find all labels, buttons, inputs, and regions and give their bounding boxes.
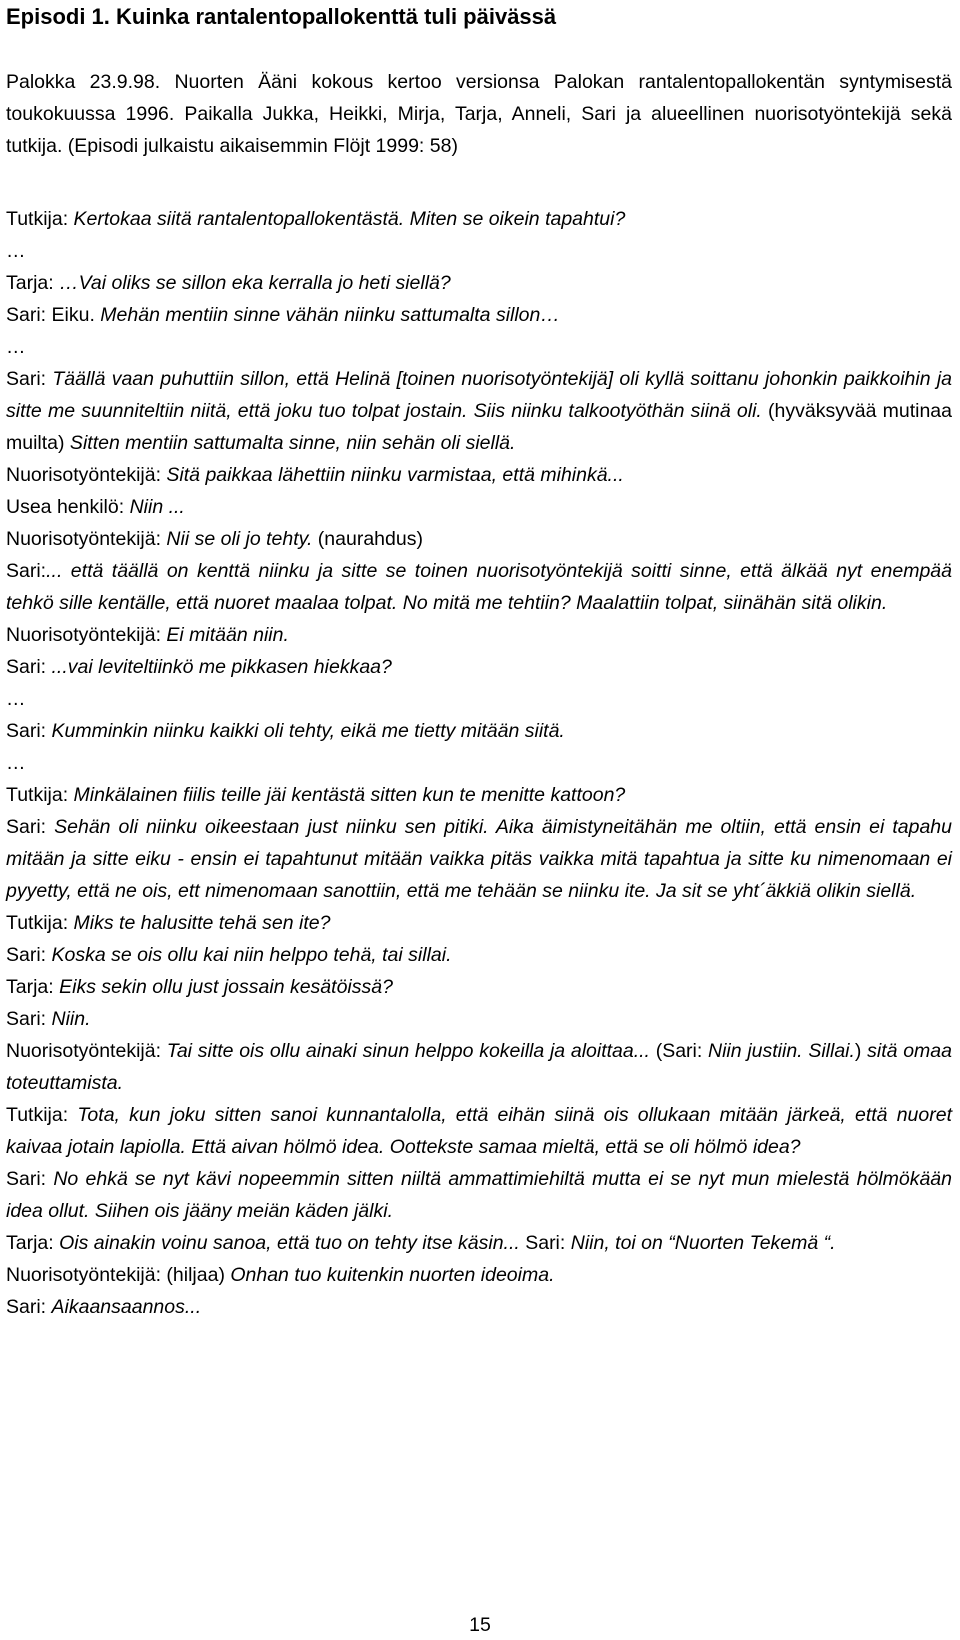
spoken-text: Minkälainen fiilis teille jäi kentästä sitten kun te menitte kattoon?	[73, 784, 626, 806]
dialogue-line	[6, 747, 952, 779]
stage-note: Sari:	[519, 1232, 571, 1254]
stage-note: )	[854, 1040, 862, 1062]
speaker-label: Sari:	[6, 368, 53, 390]
spoken-text: Kumminkin niinku kaikki oli tehty, eikä me tietty mitään siitä.	[51, 720, 565, 742]
spoken-text: Koska se ois ollu kai niin helppo tehä, tai sillai.	[51, 944, 452, 966]
dialogue-line	[6, 1035, 952, 1099]
spoken-text: ... että täällä on kenttä niinku ja sitte se toinen nuorisotyöntekijä soitti sinne, että älkää nyt enempää tehkö sille kentälle, että nuoret maalaa tolpat. No mitä me tehtiin? Maalattiin tolpat, siinähän sitä olikin.	[6, 560, 952, 614]
speaker-label: Nuorisotyöntekijä:	[6, 1040, 167, 1062]
speaker-label: Sari:	[6, 304, 52, 326]
dialogue-line	[6, 715, 952, 747]
dialogue-line	[6, 811, 952, 907]
dialogue-line	[6, 1259, 952, 1291]
speaker-label: Tarja:	[6, 976, 60, 998]
dialogue-line	[6, 331, 952, 363]
speaker-label: Tutkija:	[6, 912, 74, 934]
speaker-label: Sari:	[6, 944, 52, 966]
dialogue-line	[6, 1099, 952, 1163]
dialogue-line	[6, 523, 952, 555]
dialogue-line	[6, 1291, 952, 1323]
spoken-text: Sitä paikkaa lähettiin niinku varmistaa, että mihinkä...	[166, 464, 624, 486]
spoken-text: ...vai leviteltiinkö me pikkasen hiekkaa?	[51, 656, 392, 678]
spoken-text: Niin, toi on “Nuorten Tekemä “.	[570, 1232, 836, 1254]
speaker-label: Tutkija:	[6, 1104, 78, 1126]
speaker-label: Tutkija:	[6, 784, 74, 806]
stage-note: (hiljaa)	[166, 1264, 231, 1286]
spoken-text: Aikaansaannos...	[51, 1296, 202, 1318]
speaker-label: Usea henkilö:	[6, 496, 130, 518]
speaker-label: Tarja:	[6, 272, 60, 294]
speaker-label: …	[6, 688, 26, 710]
stage-note: (naurahdus)	[312, 528, 423, 550]
dialogue-line	[6, 555, 952, 619]
dialogue-line	[6, 267, 952, 299]
dialogue-line	[6, 779, 952, 811]
speaker-label: Nuorisotyöntekijä:	[6, 624, 167, 646]
spoken-text: Sitten mentiin sattumalta sinne, niin sehän oli siellä.	[64, 432, 516, 454]
spoken-text: Onhan tuo kuitenkin nuorten ideoima.	[230, 1264, 555, 1286]
dialogue-line	[6, 363, 952, 459]
spoken-text: Tota, kun joku sitten sanoi kunnantalolla, että eihän siinä ois ollukaan mitään järkeä, että nuoret kaivaa jotain lapiolla. Että aivan hölmö idea. Oottekste samaa mieltä, että se oli hölmö idea?	[6, 1104, 953, 1158]
spoken-text: Niin ...	[129, 496, 185, 518]
spoken-text: Täällä vaan puhuttiin sillon, että Helinä [toinen nuorisotyöntekijä] oli kyllä soittanu johonkin paikkoihin ja sitte me suunniteltiin niitä, että joku tuo tolpat jostain. Siis niinku talkootyöthän siinä oli.	[6, 368, 952, 422]
speaker-label: Nuorisotyöntekijä:	[6, 464, 167, 486]
spoken-text: …Vai oliks se sillon eka kerralla jo heti siellä?	[59, 272, 451, 294]
spoken-text: Nii se oli jo tehty.	[166, 528, 313, 550]
dialogue-line	[6, 619, 952, 651]
spoken-text: No ehkä se nyt kävi nopeemmin sitten niiltä ammattimiehiltä mutta ei se nyt mun mielestä hölmökään idea ollut. Siihen ois jääny meiän käden jälki.	[6, 1168, 953, 1222]
speaker-label: Tarja:	[6, 1232, 60, 1254]
dialogue-line	[6, 1003, 952, 1035]
spoken-text: sitä omaa toteuttamista.	[6, 1040, 952, 1094]
spoken-text: Ei mitään niin.	[166, 624, 289, 646]
dialogue-line	[6, 203, 952, 235]
stage-note: Eiku.	[51, 304, 95, 326]
stage-note: (Sari:	[649, 1040, 709, 1062]
spoken-text: Tai sitte ois ollu ainaki sinun helppo kokeilla ja aloittaa...	[166, 1040, 650, 1062]
dialogue-transcript	[6, 203, 952, 1323]
speaker-label: Tutkija:	[6, 208, 74, 230]
speaker-label: Sari:	[6, 656, 52, 678]
speaker-label: …	[6, 752, 26, 774]
dialogue-line	[6, 235, 952, 267]
stage-note: (hyväksyvää mutinaa muilta)	[6, 400, 952, 454]
dialogue-line	[6, 1227, 952, 1259]
speaker-label: Nuorisotyöntekijä:	[6, 528, 167, 550]
dialogue-line	[6, 971, 952, 1003]
spoken-text: Sehän oli niinku oikeestaan just niinku sen pitiki. Aika äimistyneitähän me oltiin, että ensin ei tapahu mitään ja sitte eiku - ensin ei tapahtunut mitään vaikka pitäs vaikka mitä tapahtua ja sitte ku nimenomaan ei pyyetty, että ne ois, ett nimenomaan sanottiin, että me tehään se niinku ite. Ja sit se yht´äkkiä olikin siellä.	[6, 816, 953, 902]
dialogue-line	[6, 491, 952, 523]
spoken-text: Mehän mentiin sinne vähän niinku sattumalta sillon…	[94, 304, 560, 326]
spoken-text: Niin.	[51, 1008, 91, 1030]
speaker-label: …	[6, 336, 26, 358]
dialogue-line	[6, 939, 952, 971]
dialogue-line	[6, 1163, 952, 1227]
page-number: 15	[469, 1614, 491, 1636]
episode-title: Episodi 1. Kuinka rantalentopallokenttä tuli päivässä	[6, 4, 557, 29]
speaker-label: Sari:	[6, 1296, 52, 1318]
speaker-label: …	[6, 240, 26, 262]
spoken-text: Niin justiin. Sillai.	[708, 1040, 855, 1062]
dialogue-line	[6, 459, 952, 491]
spoken-text: Ois ainakin voinu sanoa, että tuo on tehty itse käsin...	[59, 1232, 520, 1254]
intro-paragraph: Palokka 23.9.98. Nuorten Ääni kokous kertoo versionsa Palokan rantalentopallokentän syntymisestä toukokuussa 1996. Paikalla Jukka, Heikki, Mirja, Tarja, Anneli, Sari ja alueellinen nuorisotyöntekijä sekä tutkija. (Episodi julkaistu aikaisemmin Flöjt 1999: 58)	[6, 71, 952, 157]
dialogue-line	[6, 683, 952, 715]
spoken-text: Eiks sekin ollu just jossain kesätöissä?	[59, 976, 393, 998]
dialogue-line	[6, 299, 952, 331]
dialogue-line	[6, 651, 952, 683]
speaker-label: Sari:	[6, 560, 47, 582]
speaker-label: Nuorisotyöntekijä:	[6, 1264, 167, 1286]
speaker-label: Sari:	[6, 1008, 52, 1030]
dialogue-line	[6, 907, 952, 939]
speaker-label: Sari:	[6, 720, 52, 742]
spoken-text: Miks te halusitte tehä sen ite?	[73, 912, 331, 934]
speaker-label: Sari:	[6, 816, 55, 838]
spoken-text: Kertokaa siitä rantalentopallokentästä. Miten se oikein tapahtui?	[73, 208, 626, 230]
speaker-label: Sari:	[6, 1168, 54, 1190]
